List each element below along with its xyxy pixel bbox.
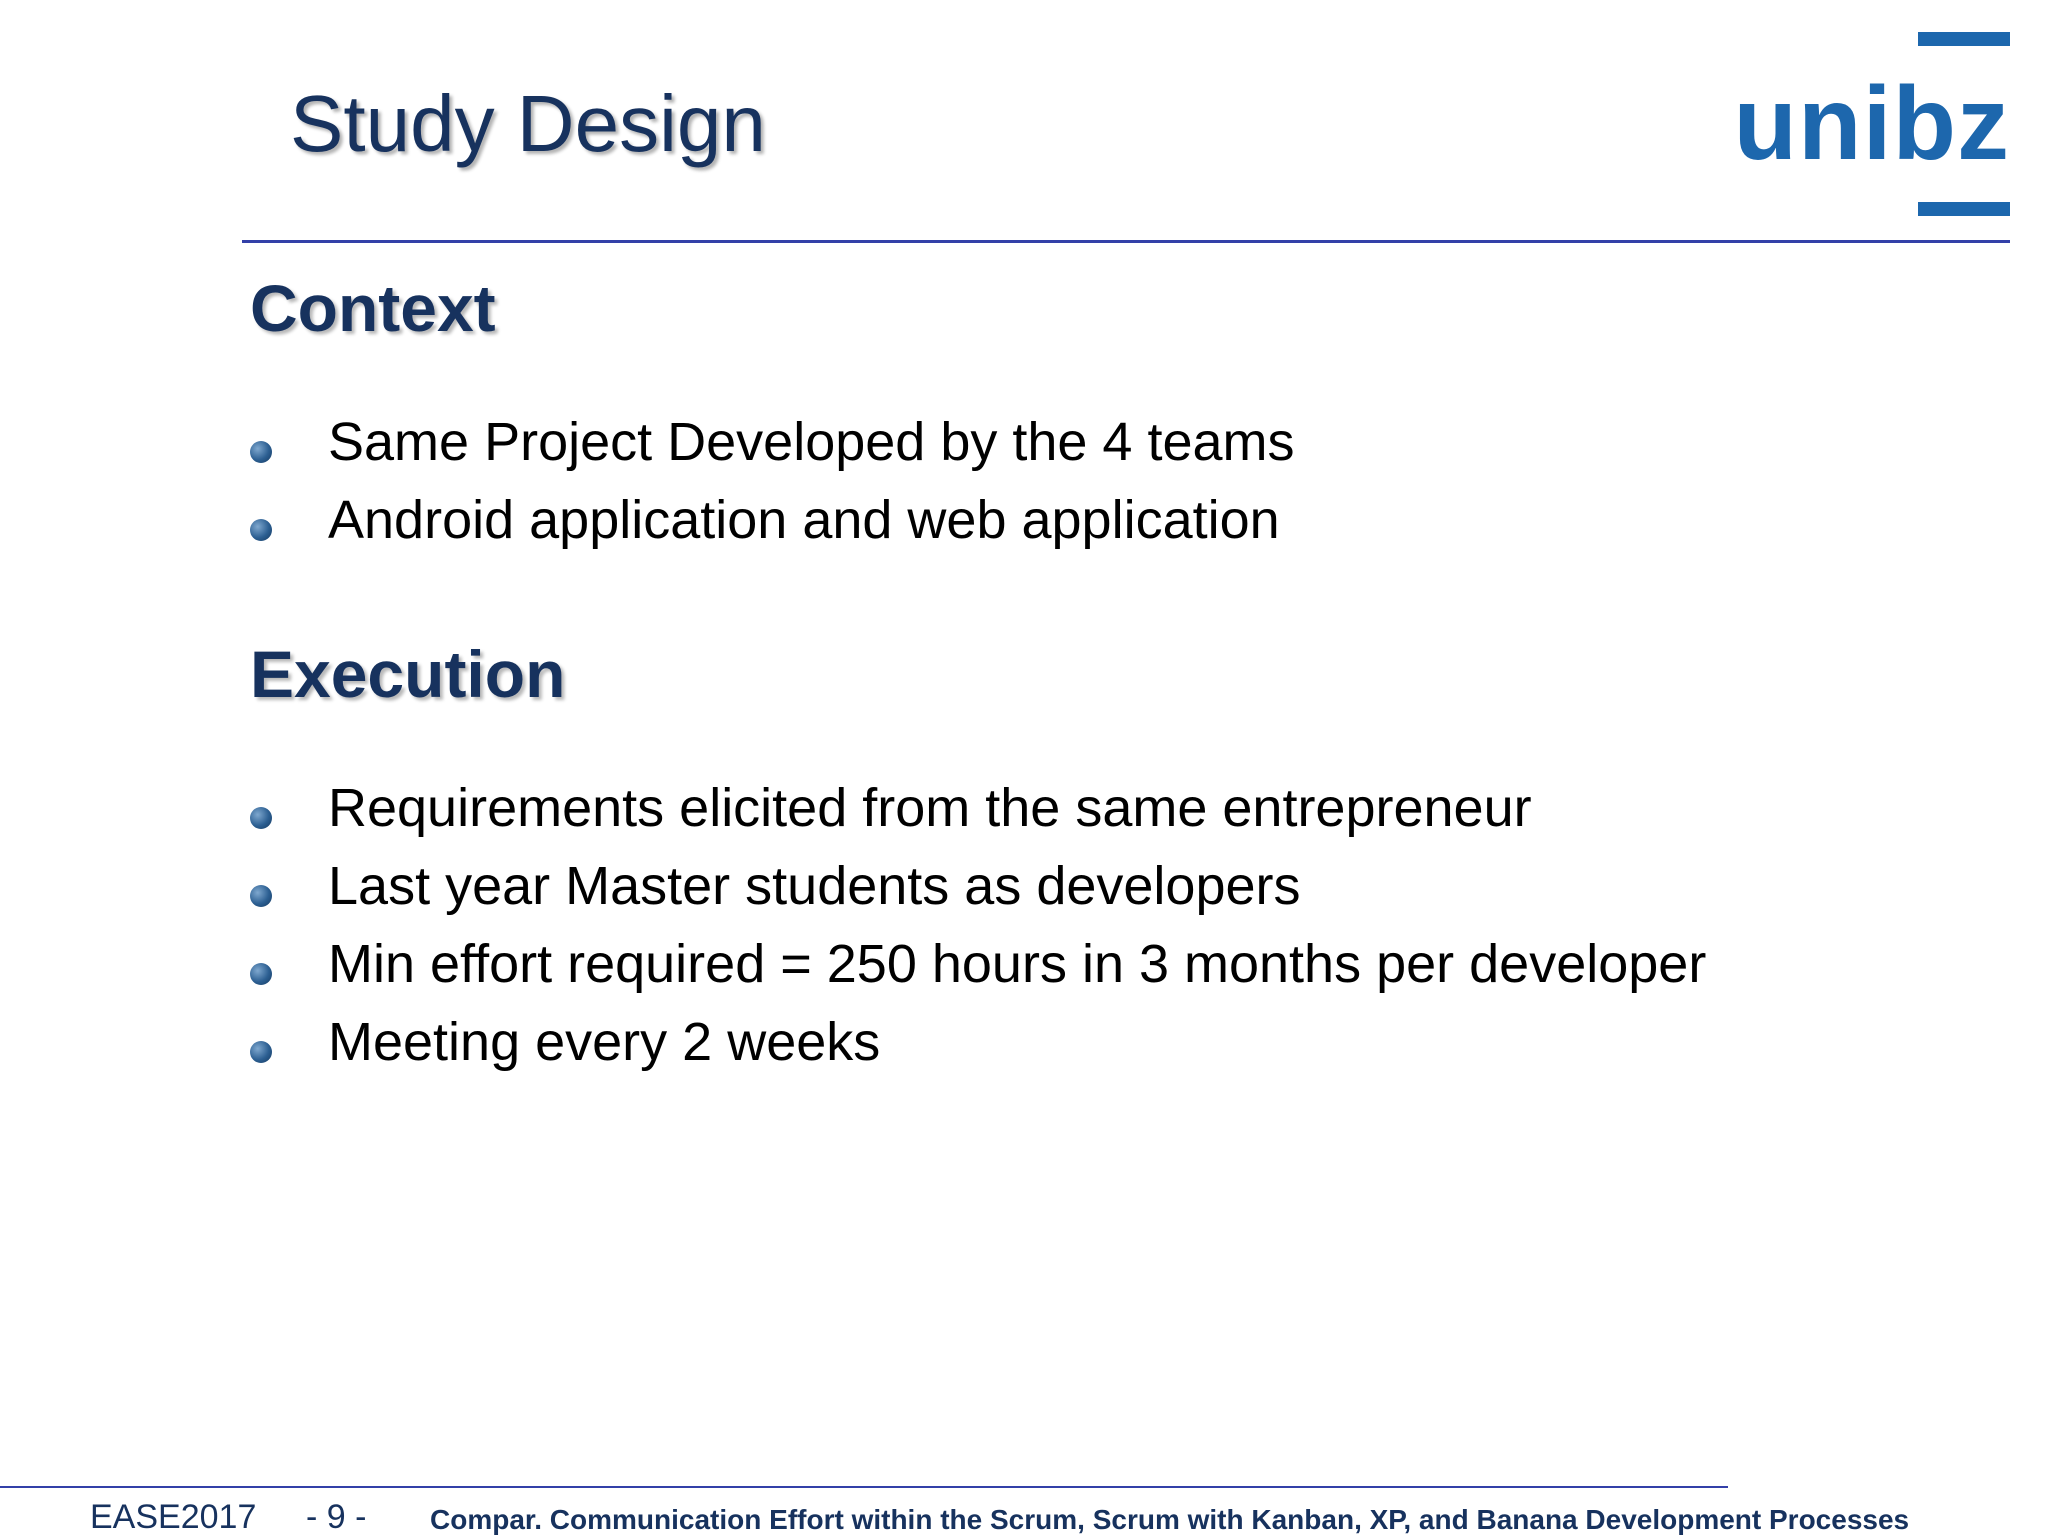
execution-bullet-list <box>250 769 1950 1081</box>
bullet-text: Same Project Developed by the 4 teams <box>328 411 1295 472</box>
bullet-dot-icon <box>250 1041 272 1063</box>
bullet-text: Meeting every 2 weeks <box>328 1011 881 1072</box>
bullet-item <box>250 403 1950 481</box>
bullet-text: Last year Master students as developers <box>328 855 1301 916</box>
bullet-dot-icon <box>250 519 272 541</box>
footer-paper-title: Compar. Communication Effort within the Scrum, Scrum with Kanban, XP, and Banana Development Processes <box>430 1504 1910 1535</box>
section-heading-context: Context <box>250 271 496 345</box>
bullet-item <box>250 925 1950 1003</box>
bullet-item <box>250 1003 1950 1081</box>
section-heading-execution: Execution <box>250 637 566 711</box>
bullet-dot-icon <box>250 963 272 985</box>
footer-conference: EASE2017 <box>90 1498 257 1536</box>
bullet-item <box>250 847 1950 925</box>
bullet-item <box>250 481 1950 559</box>
slide-title: Study Design <box>290 79 766 168</box>
bullet-dot-icon <box>250 807 272 829</box>
section-execution <box>250 638 1950 1081</box>
logo-bar-bottom <box>1918 202 2010 216</box>
footer-divider <box>0 1486 1728 1488</box>
bullet-dot-icon <box>250 441 272 463</box>
context-bullet-list <box>250 403 1950 559</box>
bullet-text: Android application and web application <box>328 489 1280 550</box>
logo-bar-top <box>1918 32 2010 46</box>
unibz-logo <box>1733 30 2010 220</box>
logo-text: unibz <box>1733 66 2010 182</box>
bullet-text: Requirements elicited from the same entrepreneur <box>328 777 1532 838</box>
title-divider <box>242 240 2010 243</box>
section-context <box>250 272 1950 559</box>
bullet-dot-icon <box>250 885 272 907</box>
bullet-text: Min effort required = 250 hours in 3 months per developer <box>328 933 1707 994</box>
bullet-item <box>250 769 1950 847</box>
footer-page-number: - 9 - <box>306 1498 367 1536</box>
